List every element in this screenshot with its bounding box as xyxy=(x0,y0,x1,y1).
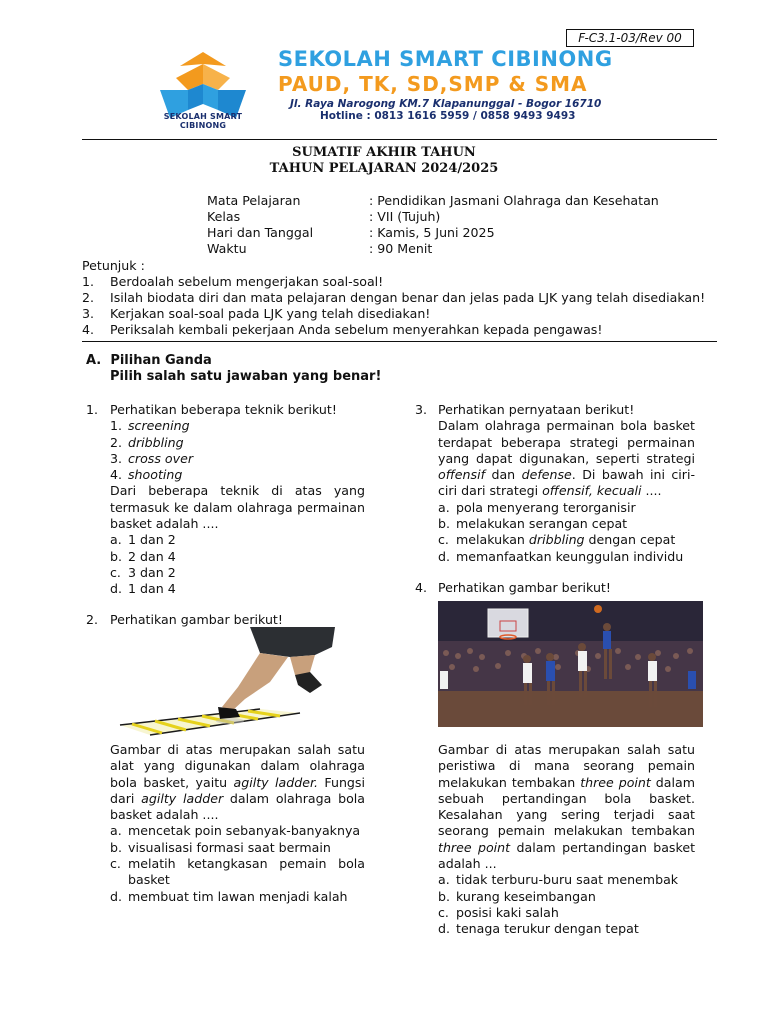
stem-text: dalam olahraga bola basket adalah .... xyxy=(110,790,365,823)
option-text: 1 dan 2 xyxy=(128,532,176,548)
answer-option xyxy=(110,889,365,905)
answer-option xyxy=(438,905,695,921)
exam-year: TAHUN PELAJARAN 2024/2025 xyxy=(269,161,499,176)
question-stem xyxy=(438,742,695,872)
item-text: cross over xyxy=(128,450,194,466)
school-hotline: Hotline : 0813 1616 5959 / 0858 9493 9493 xyxy=(320,110,576,122)
answer-option xyxy=(110,565,365,581)
option-text: tenaga terukur dengan tepat xyxy=(456,921,639,937)
option-key: d. xyxy=(110,888,122,904)
item-number: 4. xyxy=(110,467,123,483)
option-text: 2 dan 4 xyxy=(128,548,176,564)
item-number: 2. xyxy=(110,434,123,450)
instruction-text: Isilah biodata diri dan mata pelajaran dengan benar dan jelas pada LJK yang telah disediakan! xyxy=(110,290,706,305)
answer-option xyxy=(110,532,365,548)
question-number: 2. xyxy=(86,612,99,627)
item-number: 1. xyxy=(110,418,123,434)
question-1 xyxy=(110,402,365,598)
stem-text: dan xyxy=(485,467,522,483)
question-intro: Perhatikan pernyataan berikut! xyxy=(438,402,635,417)
option-key: b. xyxy=(438,888,450,904)
stem-text: dalam sebuah pertandingan bola basket. Kesalahan yang sering terjadi saat seorang pemain melakukan tembakan xyxy=(438,774,695,839)
instruction-number: 3. xyxy=(82,306,95,321)
answer-option xyxy=(110,823,365,839)
technique-item xyxy=(110,451,365,467)
stem-text: dalam pertandingan basket adalah ... xyxy=(438,839,696,872)
logo-caption: SEKOLAH SMART CIBINONG xyxy=(163,112,243,130)
exam-title: SUMATIF AKHIR TAHUN xyxy=(292,145,476,160)
stem-text: Dalam olahraga permainan bola basket terdapat beberapa strategi permainan yang dapat digunakan, seperti strategi xyxy=(438,418,695,466)
school-address: Jl. Raya Narogong KM.7 Klapanunggal - Bogor 16710 xyxy=(290,98,602,110)
header-divider xyxy=(82,139,717,140)
section-a-heading xyxy=(86,353,212,368)
info-label-class: Kelas xyxy=(207,209,241,224)
question-2 xyxy=(110,742,365,905)
option-text: pola menyerang terorganisir xyxy=(456,499,636,515)
stem-term: three point xyxy=(438,839,511,855)
stem-term: three point xyxy=(580,774,651,790)
answer-option xyxy=(110,856,365,889)
option-text: membuat tim lawan menjadi kalah xyxy=(128,888,348,904)
option-key: a. xyxy=(438,499,450,515)
question-4 xyxy=(438,742,695,938)
stem-text: Gambar di atas merupakan salah satu peristiwa di mana seorang pemain melakukan tembakan xyxy=(438,742,695,790)
instruction-number: 1. xyxy=(82,274,95,289)
technique-item xyxy=(110,435,365,451)
option-text: melatih ketangkasan pemain bola basket xyxy=(128,856,365,888)
option-key: d. xyxy=(110,581,122,597)
stem-text: . Di bawah ini ciri-ciri dari strategi xyxy=(438,467,696,499)
instructions-title: Petunjuk : xyxy=(82,258,145,273)
stem-text: Fungsi dari xyxy=(110,774,365,806)
option-text: mencetak poin sebanyak-banyaknya xyxy=(128,823,361,839)
section-label: A. xyxy=(86,353,102,368)
stem-text: .... xyxy=(641,483,662,499)
option-text-part: dengan cepat xyxy=(584,532,676,548)
info-value-subject: : Pendidikan Jasmani Olahraga dan Kesehatan xyxy=(369,193,659,208)
option-key: c. xyxy=(110,564,121,580)
answer-option xyxy=(110,840,365,856)
info-value-time: : 90 Menit xyxy=(369,241,433,256)
option-key: d. xyxy=(438,921,450,937)
option-text: tidak terburu-buru saat menembak xyxy=(456,872,679,888)
technique-item xyxy=(110,467,365,483)
instruction-number: 4. xyxy=(82,322,95,337)
question-intro: Perhatikan gambar berikut! xyxy=(438,580,611,595)
question-intro: Perhatikan gambar berikut! xyxy=(110,612,283,627)
info-label-date: Hari dan Tanggal xyxy=(207,225,314,240)
basketball-game-photo xyxy=(438,601,703,727)
answer-option xyxy=(438,889,695,905)
school-name: SEKOLAH SMART CIBINONG xyxy=(278,47,613,71)
question-number: 3. xyxy=(415,402,428,417)
info-value-class: : VII (Tujuh) xyxy=(369,209,441,224)
question-3 xyxy=(438,402,695,565)
option-text: melakukan serangan cepat xyxy=(456,516,628,532)
stem-term: agilty ladder. xyxy=(233,774,319,790)
instruction-number: 2. xyxy=(82,290,95,305)
option-text: 1 dan 4 xyxy=(128,581,176,597)
option-key: d. xyxy=(438,548,450,564)
option-text-part: melakukan xyxy=(456,532,529,548)
stem-text: Gambar di atas merupakan salah satu alat yang digunakan dalam olahraga bola basket, yaitu xyxy=(110,742,365,790)
info-label-time: Waktu xyxy=(207,241,247,256)
instructions-divider xyxy=(82,341,717,342)
answer-option xyxy=(110,581,365,597)
stem-term: agilty ladder xyxy=(141,790,224,806)
instruction-text: Berdoalah sebelum mengerjakan soal-soal! xyxy=(110,274,384,289)
question-number: 4. xyxy=(415,580,428,595)
option-term: dribbling xyxy=(528,532,585,548)
section-title: Pilihan Ganda xyxy=(110,353,212,368)
answer-option xyxy=(438,549,695,565)
answer-option xyxy=(110,549,365,565)
option-key: c. xyxy=(110,856,121,872)
answer-option xyxy=(438,532,695,548)
school-levels: PAUD, TK, SD,SMP & SMA xyxy=(278,72,588,96)
item-text: screening xyxy=(128,418,190,434)
option-key: a. xyxy=(110,823,122,839)
option-text: memanfaatkan keunggulan individu xyxy=(456,548,684,564)
question-stem xyxy=(110,742,365,823)
option-key: c. xyxy=(438,532,449,548)
option-key: b. xyxy=(110,839,122,855)
answer-option xyxy=(438,516,695,532)
option-key: c. xyxy=(438,904,449,920)
instruction-text: Periksalah kembali pekerjaan Anda sebelum menyerahkan kepada pengawas! xyxy=(110,322,603,337)
question-stem: Dari beberapa teknik di atas yang termasuk ke dalam olahraga permainan basket adalah .... xyxy=(110,483,365,532)
question-number: 1. xyxy=(86,402,99,417)
option-text: kurang keseimbangan xyxy=(456,888,596,904)
info-value-date: : Kamis, 5 Juni 2025 xyxy=(369,225,495,240)
option-text xyxy=(456,532,695,548)
item-text: shooting xyxy=(128,467,183,483)
option-key: a. xyxy=(438,872,450,888)
info-label-subject: Mata Pelajaran xyxy=(207,193,301,208)
section-a-subtitle: Pilih salah satu jawaban yang benar! xyxy=(110,369,382,384)
item-text: dribbling xyxy=(128,434,184,450)
answer-option xyxy=(438,872,695,888)
item-number: 3. xyxy=(110,450,123,466)
option-key: b. xyxy=(438,516,450,532)
stem-term: offensif, kecuali xyxy=(542,483,642,499)
option-text: visualisasi formasi saat bermain xyxy=(128,839,331,855)
question-intro: Perhatikan beberapa teknik berikut! xyxy=(110,402,337,417)
stem-term: offensif xyxy=(438,467,486,483)
option-text: posisi kaki salah xyxy=(456,904,559,920)
stem-term: defense xyxy=(521,467,572,483)
answer-option xyxy=(438,921,695,937)
option-text: 3 dan 2 xyxy=(128,564,176,580)
question-stem xyxy=(438,418,695,499)
technique-item xyxy=(110,418,365,434)
instruction-text: Kerjakan soal-soal pada LJK yang telah disediakan! xyxy=(110,306,431,321)
answer-option xyxy=(438,500,695,516)
option-key: a. xyxy=(110,532,122,548)
option-key: b. xyxy=(110,548,122,564)
agility-ladder-photo xyxy=(110,627,350,755)
form-code: F-C3.1-03/Rev 00 xyxy=(566,29,694,47)
